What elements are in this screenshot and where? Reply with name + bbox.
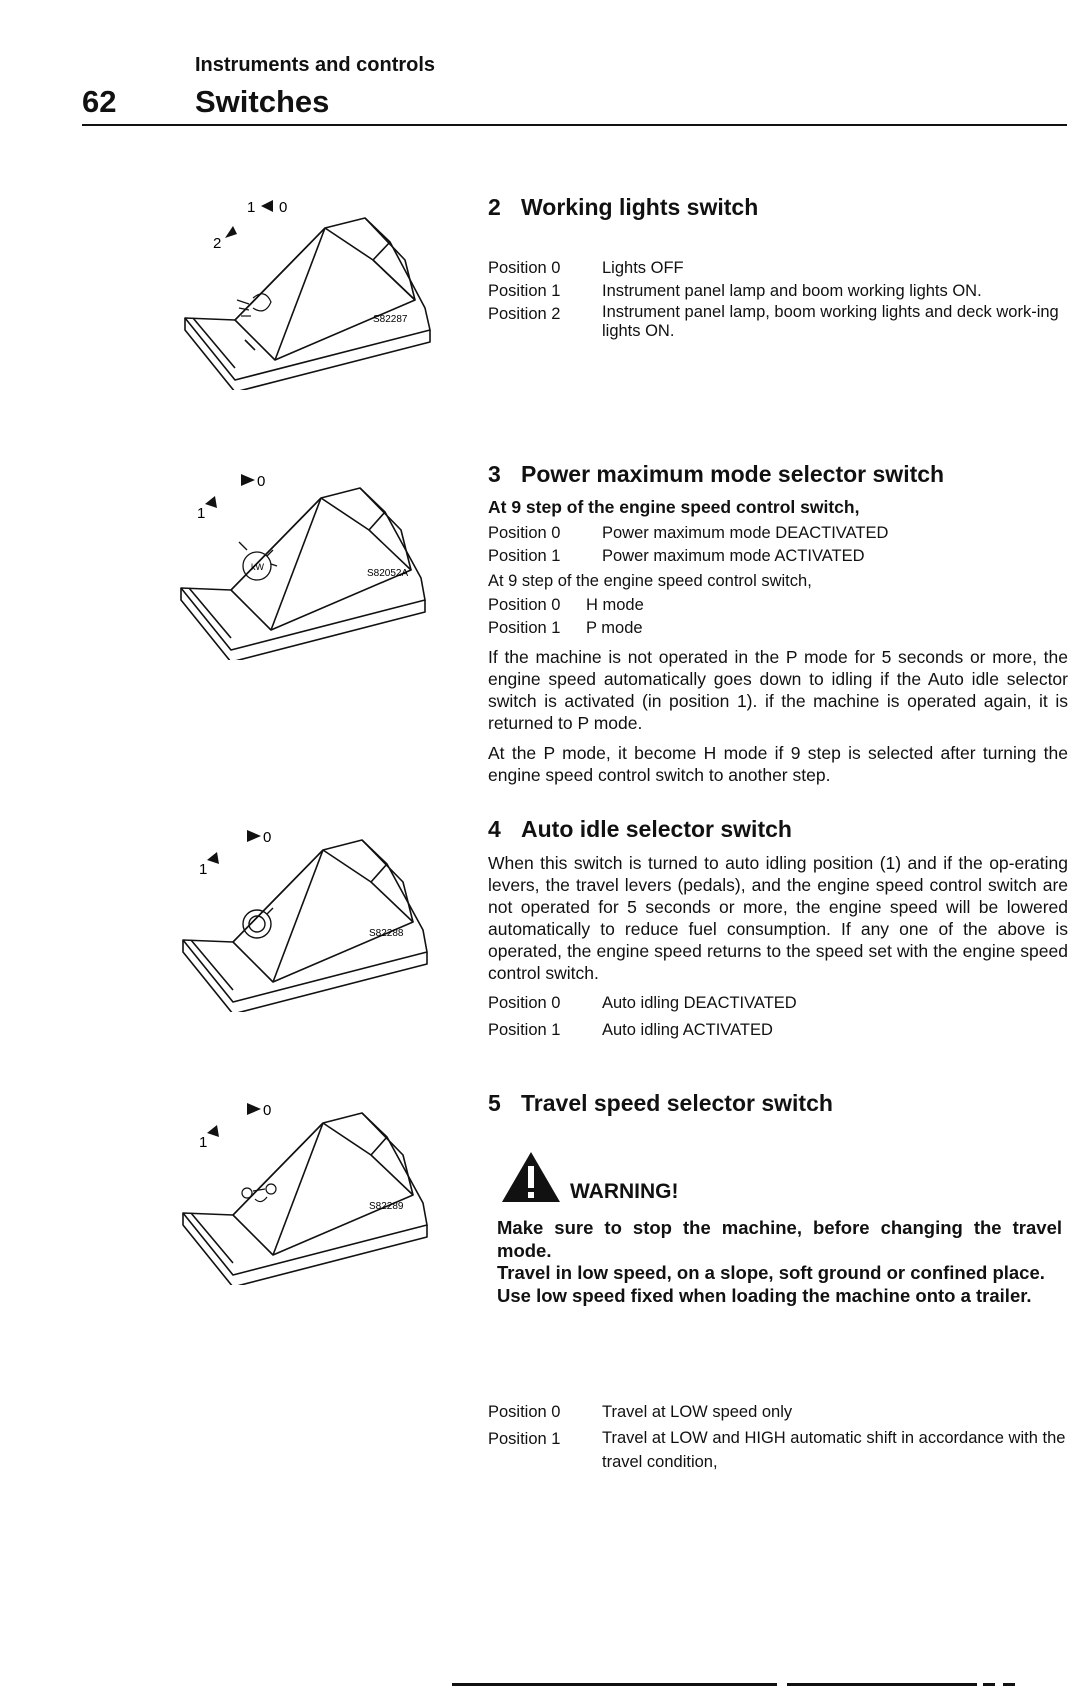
section-title-travel-speed [488,1090,833,1117]
position-key: Position 1 [488,547,561,565]
arrow-icon [207,852,219,864]
fig5-label-1: 1 [199,1134,208,1151]
power-max-paragraph-2: At the P mode, it become H mode if 9 step is selected after turning the engine speed control switch to another step. [488,743,1068,785]
position-key: Position 1 [488,282,561,300]
travel-speed-positions [488,1399,1067,1474]
travel-speed-switch-figure [175,1085,445,1285]
power-max-positions-b [488,594,1051,640]
working-lights-switch-figure [175,190,445,390]
warning-body [497,1217,1062,1307]
fig5-label-0: 0 [263,1102,272,1119]
warning-label: WARNING! [570,1180,679,1203]
section-number: 5 [488,1090,501,1116]
power-max-note: At 9 step of the engine speed control switch, [488,572,812,590]
arrow-icon [207,1125,219,1137]
position-key: Position 0 [488,259,561,277]
page-number: 62 [82,84,117,119]
position-value: H mode [586,596,644,614]
position-key: Position 2 [488,305,561,323]
arrow-icon [241,474,255,486]
fig3-label-0: 0 [257,473,266,490]
warning-line: Travel in low speed, on a slope, soft ground or confined place. [497,1262,1045,1283]
section-number: 4 [488,816,501,842]
position-value: P mode [586,619,643,637]
section-title-text: Power maximum mode selector switch [521,461,945,487]
section-title-text: Travel speed selector switch [521,1090,833,1116]
position-row [488,1426,1067,1474]
position-row [488,990,1067,1017]
position-value: Travel at LOW speed only [602,1403,793,1421]
position-value: Travel at LOW and HIGH automatic shift in accordance with the travel condition, [602,1429,1066,1471]
position-value: Lights OFF [602,259,684,277]
position-key: Position 0 [488,524,561,542]
auto-idle-paragraph: When this switch is turned to auto idling position (1) and if the op-erating levers, the travel levers (pedals), and the engine speed control switch are not operated for 5 seconds or more, the engine speed will be lowered automatically to reduce fuel consumption. If any one of the above is operated, the engine speed returns to the speed set with the engine speed control switch. [488,853,1068,983]
fig2-label-2: 2 [213,235,222,252]
arrow-icon [247,830,261,842]
position-row [488,522,1067,545]
fig4-label-0: 0 [263,829,272,846]
position-row [488,1017,1067,1044]
warning-triangle-icon [500,1150,562,1204]
fig4-label-1: 1 [199,861,208,878]
position-value: Auto idling ACTIVATED [602,1021,773,1039]
position-value: Instrument panel lamp and boom working lights ON. [602,282,982,300]
page-title: Switches [195,84,330,119]
auto-idle-switch-figure [175,812,445,1012]
position-row [488,303,1067,341]
arrow-icon [225,226,237,238]
arrow-icon [205,496,217,508]
position-key: Position 1 [488,1430,561,1448]
figure-code: S82052A [367,568,409,579]
position-row [488,617,1051,640]
fig2-label-1: 1 [247,199,256,216]
power-max-switch-figure [175,460,445,660]
position-key: Position 1 [488,1021,561,1039]
warning-line: Make sure to stop the machine, before changing the travel mode. [497,1217,1062,1261]
power-max-positions-a [488,522,1067,568]
position-row [488,1399,1067,1426]
fig3-label-1: 1 [197,505,206,522]
position-value: Power maximum mode ACTIVATED [602,547,865,565]
section-title-working-lights [488,194,758,221]
position-key: Position 0 [488,1403,561,1421]
arrow-icon [261,200,273,212]
figure-code: S82289 [369,1201,404,1212]
figure-code: S82287 [373,314,408,325]
power-max-paragraph-1: If the machine is not operated in the P mode for 5 seconds or more, the engine speed automatically goes down to idling if the Auto idle selector switch is activated (in position 1). if the machine is operated again, it is returned to P mode. [488,647,1068,733]
section-title-text: Working lights switch [521,194,759,220]
arrow-icon [247,1103,261,1115]
working-lights-positions [488,257,1067,341]
position-value: Instrument panel lamp, boom working lights and deck work-ing lights ON. [602,303,1059,340]
auto-idle-positions [488,990,1067,1044]
section-title-power-max [488,461,944,488]
position-key: Position 0 [488,596,561,614]
position-key: Position 0 [488,994,561,1012]
position-value: Auto idling DEACTIVATED [602,994,797,1012]
section-number: 2 [488,194,501,220]
power-max-subheading: At 9 step of the engine speed control switch, [488,497,860,517]
fig2-label-0: 0 [279,199,288,216]
section-title-text: Auto idle selector switch [521,816,792,842]
kw-icon: kW [251,562,264,572]
section-title-auto-idle [488,816,792,843]
warning-line: Use low speed fixed when loading the machine onto a trailer. [497,1284,1032,1306]
position-key: Position 1 [488,619,561,637]
chapter-title: Instruments and controls [195,54,436,76]
position-row [488,257,1067,280]
position-value: Power maximum mode DEACTIVATED [602,524,889,542]
figure-code: S82288 [369,928,404,939]
header-rule [82,124,1067,126]
position-row [488,280,1067,303]
section-number: 3 [488,461,501,487]
position-row [488,545,1067,568]
position-row [488,594,1051,617]
